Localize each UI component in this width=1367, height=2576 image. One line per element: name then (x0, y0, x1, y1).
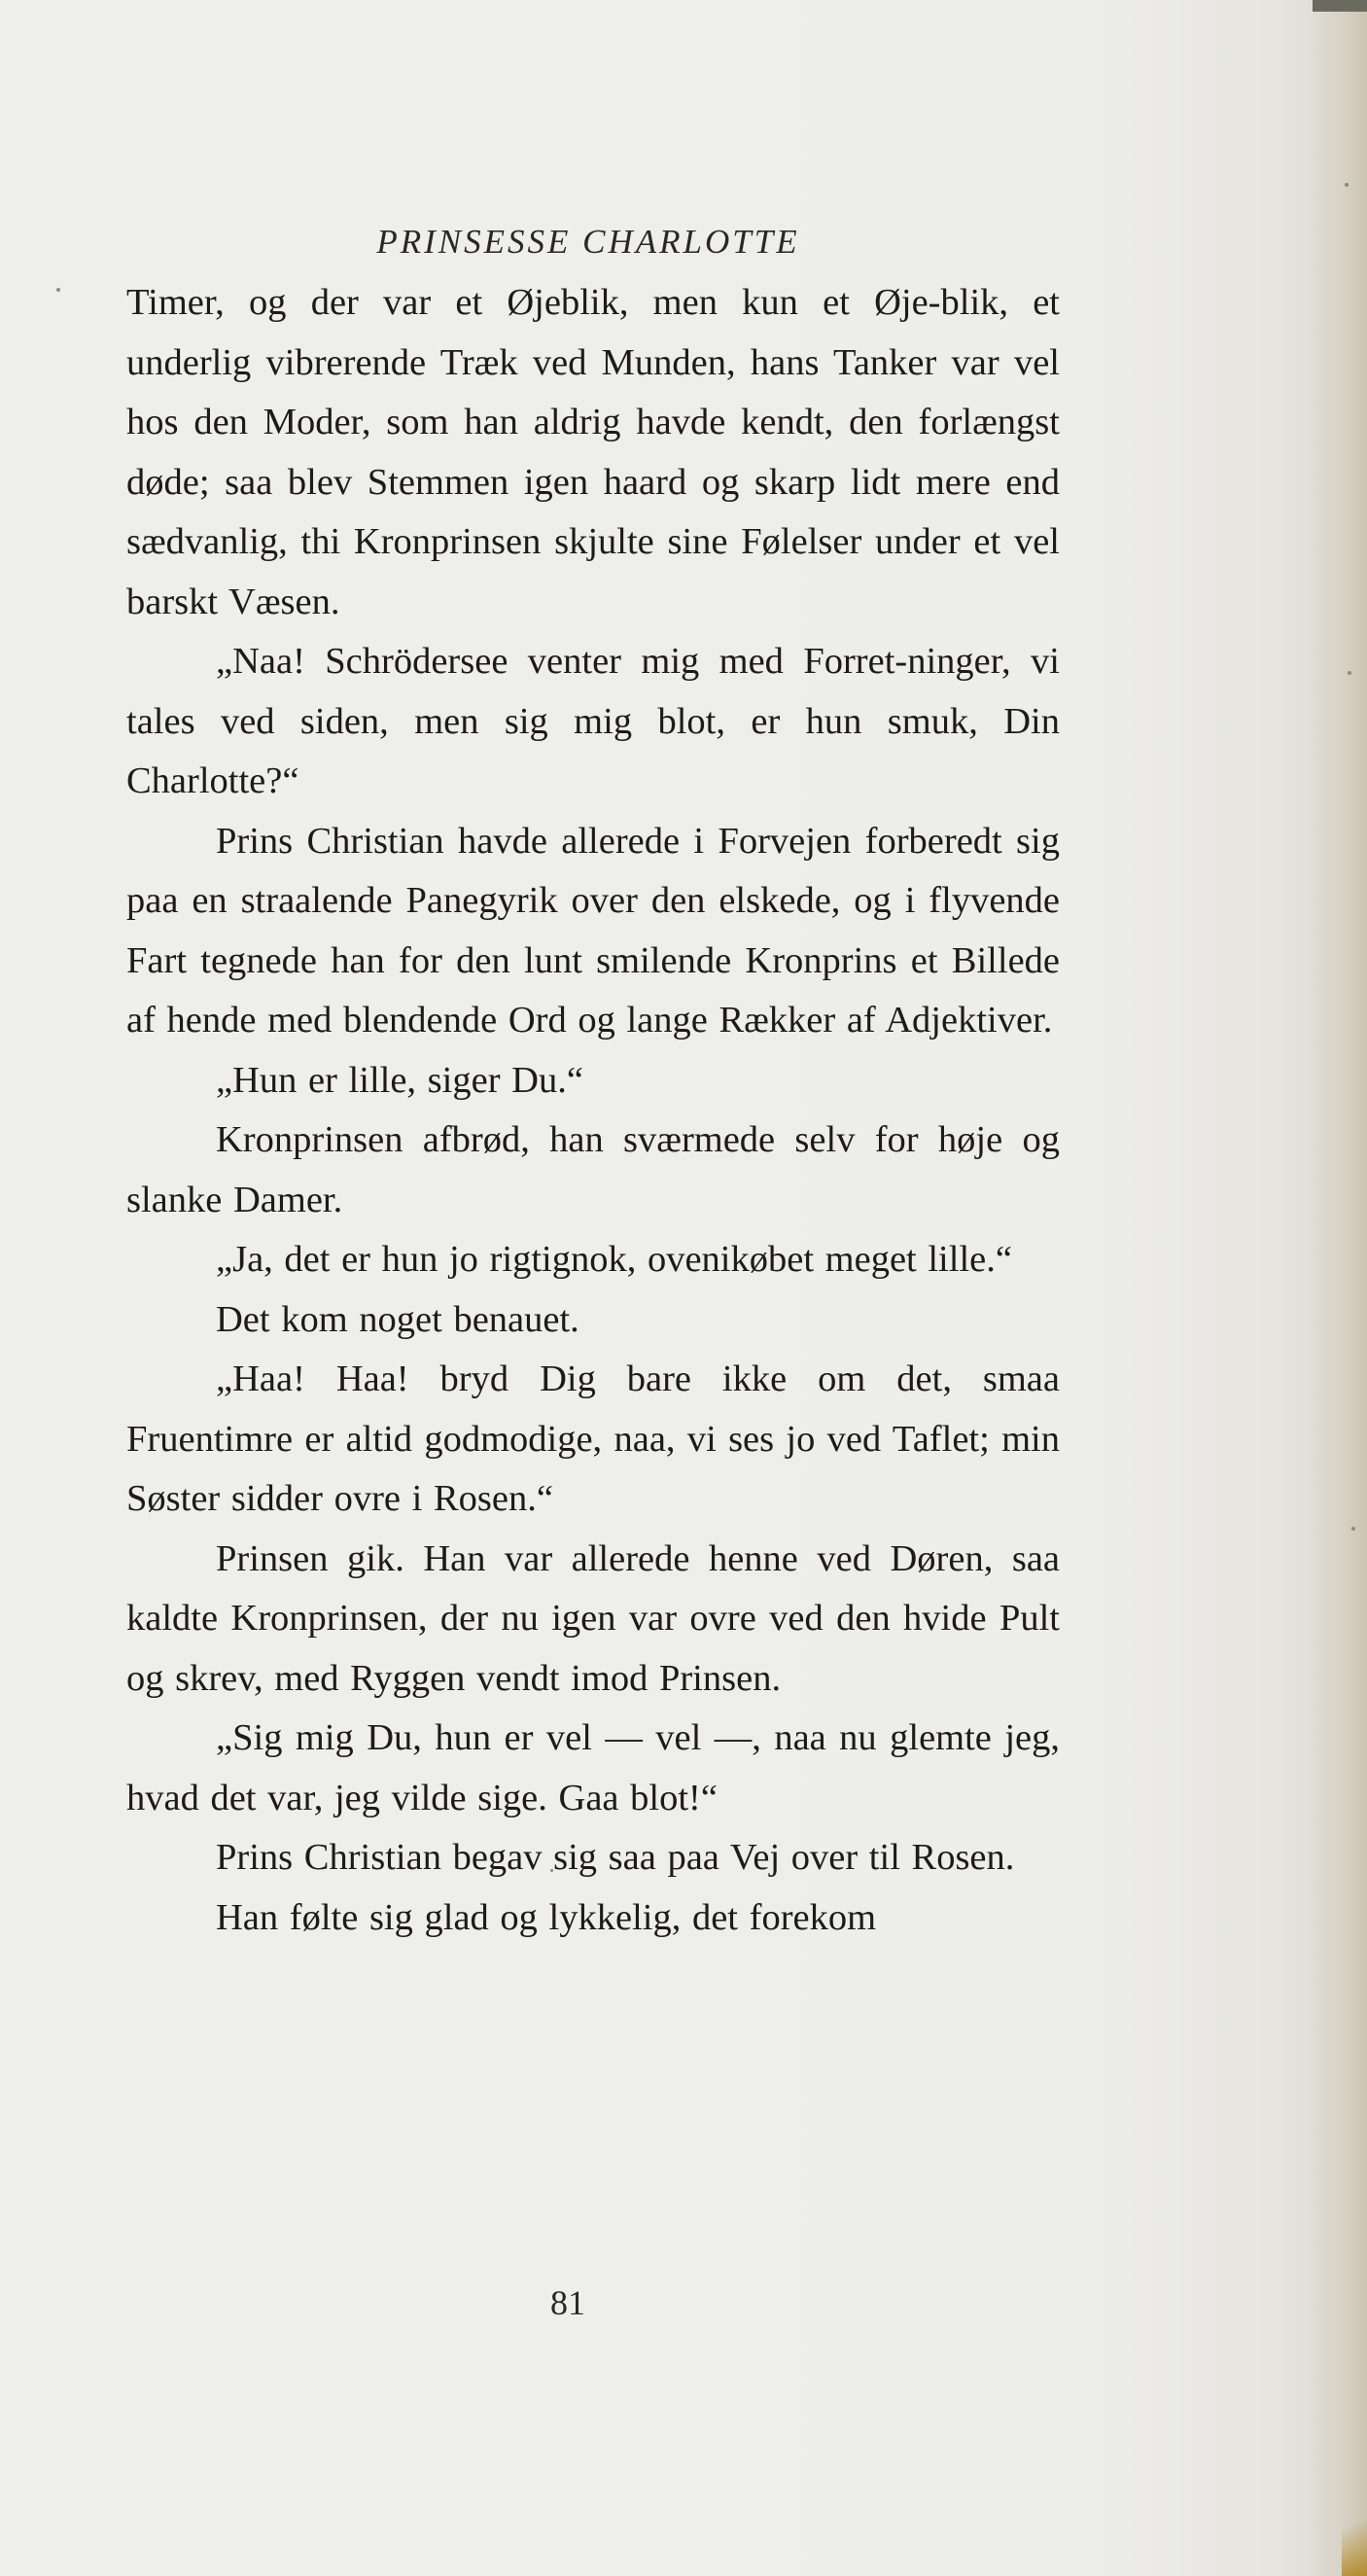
page-number-footer (0, 2283, 1367, 2322)
paragraph: Prinsen gik. Han var allerede henne ved Døren, saa kaldte Kronprinsen, der nu igen var ovre ved den hvide Pult og skrev, med Ryggen vendt imod Prinsen. (126, 1537, 1060, 1699)
paragraph: Han følte sig glad og lykkelig, det forekom (216, 1896, 877, 1938)
ink-speck (56, 288, 60, 292)
ink-speck (1351, 1527, 1355, 1531)
ink-speck (1345, 183, 1349, 187)
ink-speck (1348, 671, 1351, 675)
bottom-corner-stain (1342, 2489, 1367, 2576)
paragraph: „Ja, det er hun jo rigtignok, ovenikøbet meget lille.“ (216, 1239, 1012, 1280)
paragraph: „Haa! Haa! bryd Dig bare ikke om det, smaa Fruentimre er altid godmodige, naa, vi ses jo ved Taflet; min Søster sidder ovre i Rosen.“ (126, 1359, 1060, 1519)
page-number: 81 (550, 2283, 585, 2322)
page-edge-shadow (1303, 0, 1367, 2576)
paragraph: Det kom noget benauet. (216, 1298, 579, 1340)
paragraph: „Sig mig Du, hun er vel — vel —, naa nu glemte jeg, hvad det var, jeg vilde sige. Gaa blot!“ (126, 1717, 1060, 1818)
paragraph: Prins Christian begav sig saa paa Vej over til Rosen. (216, 1837, 1015, 1878)
running-title: PRINSESSE CHARLOTTE (376, 223, 800, 261)
paragraph: „Naa! Schrödersee venter mig med Forret-ninger, vi tales ved siden, men sig mig blot, er hun smuk, Din Charlotte?“ (126, 641, 1060, 801)
paragraph: Kronprinsen afbrød, han sværmede selv for høje og slanke Damer. (126, 1119, 1060, 1220)
running-head (0, 222, 1367, 263)
body-text (126, 273, 1060, 1948)
paragraph: „Hun er lille, siger Du.“ (216, 1059, 583, 1101)
paragraph: Timer, og der var et Øjeblik, men kun et Øje-blik, et underlig vibrerende Træk ved Munden, hans Tanker var vel hos den Moder, som han aldrig havde kendt, den forlængst døde; saa blev Stemmen igen haard og skarp lidt mere end sædvanlig, thi Kronprinsen skjulte sine Følelser under et vel barskt Væsen. (126, 282, 1060, 622)
top-corner-mark (1313, 0, 1367, 12)
paragraph: Prins Christian havde allerede i Forvejen forberedt sig paa en straalende Panegyrik over den elskede, og i flyvende Fart tegnede han for den lunt smilende Kronprins et Billede af hende med blendende Ord og lange Rækker af Adjektiver. (126, 820, 1060, 1041)
